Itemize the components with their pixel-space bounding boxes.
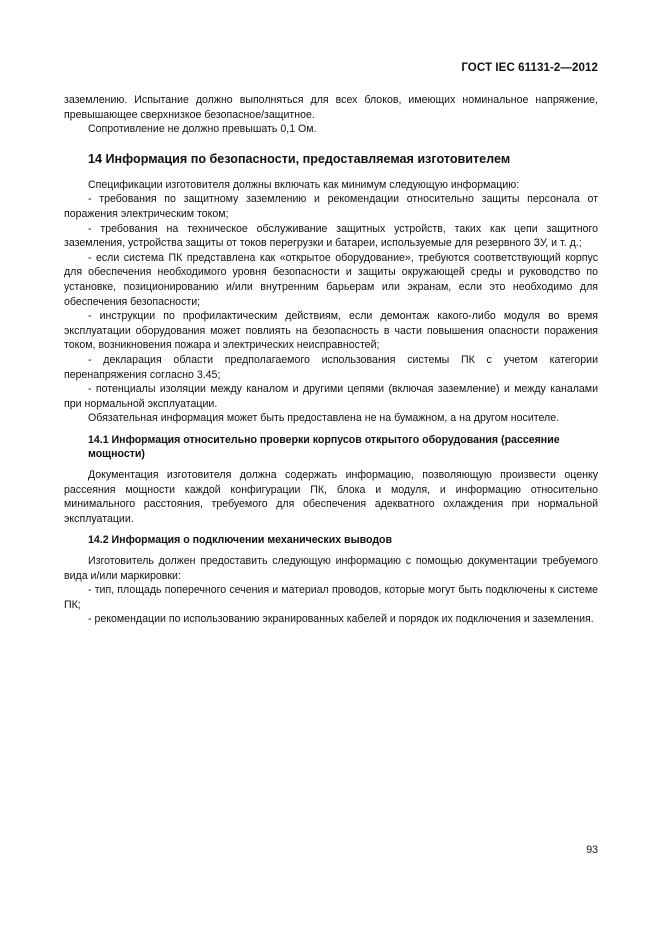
intro-paragraph-2: Сопротивление не должно превышать 0,1 Ом. [88, 123, 317, 136]
section-14-list-item: - инструкции по профилактическим действиям, если демонтаж какого-либо модуля во время эксплуатации оборудования может повлиять на безопасность в части повышения опасности поражения током, возникновения пожара и электрических неисправностей; [64, 310, 598, 352]
section-14-2-list-item: - тип, площадь поперечного сечения и материал проводов, которые могут быть подключены к системе ПК; [64, 584, 598, 611]
intro-paragraph-1: заземлению. Испытание должно выполняться для всех блоков, имеющих номинальное напряжение, превышающее сверхнизкое безопасное/защитное. [64, 94, 598, 121]
section-14-2-list-item: - рекомендации по использованию экранированных кабелей и порядок их подключения и заземления. [88, 613, 594, 626]
section-14-2-heading: 14.2 Информация о подключении механических выводов [88, 534, 393, 547]
section-14-list-item: - потенциалы изоляции между каналом и другими цепями (включая заземление) и между каналами при нормальной эксплуатации. [64, 383, 598, 410]
page-number: 93 [586, 844, 598, 856]
standard-header: ГОСТ IEC 61131-2—2012 [461, 62, 598, 74]
section-14-list-item: - требования на техническое обслуживание защитных устройств, таких как цепи защитного заземления, устройства защиты от токов перегрузки и батареи, используемые для резервного ЗУ, и т. д.; [64, 222, 598, 250]
section-14-list-item: - требования по защитному заземлению и рекомендации относительно защиты персонала от поражения электрическим током; [64, 193, 598, 220]
section-14-2-paragraph: Изготовитель должен предоставить следующую информацию с помощью документации требуемого вида и/или маркировки: [64, 555, 598, 582]
document-body [64, 93, 598, 627]
section-14-1-paragraph: Документация изготовителя должна содержать информацию, позволяющую произвести оценку рассеяния мощности каждой конфигурации ПК, блока и модуля, и информацию относительно минимального расстояния, требуемого для обеспечения адекватного охлаждения при нормальной эксплуатации. [64, 469, 598, 525]
section-14-paragraph: Обязательная информация может быть предоставлена не на бумажном, а на другом носителе. [88, 412, 560, 425]
section-14-paragraph: Спецификации изготовителя должны включать как минимум следующую информацию: [88, 178, 520, 191]
section-14-heading: 14 Информация по безопасности, предоставляемая изготовителем [88, 151, 511, 166]
section-14-list-item: - если система ПК представлена как «открытое оборудование», требуются соответствующий корпус для обеспечения необходимого уровня безопасности и защиты окружающей среды и руководство по установке, позиционированию и/или внутренним барьерам или экранам, если это необходимо для обеспечения безопасности; [64, 251, 598, 308]
section-14-1-heading: 14.1 Информация относительно проверки корпусов открытого оборудования (рассеяние мощности) [88, 433, 560, 461]
section-14-list-item: - декларация области предполагаемого использования системы ПК с учетом категории перенапряжения согласно 3.45; [64, 353, 598, 381]
